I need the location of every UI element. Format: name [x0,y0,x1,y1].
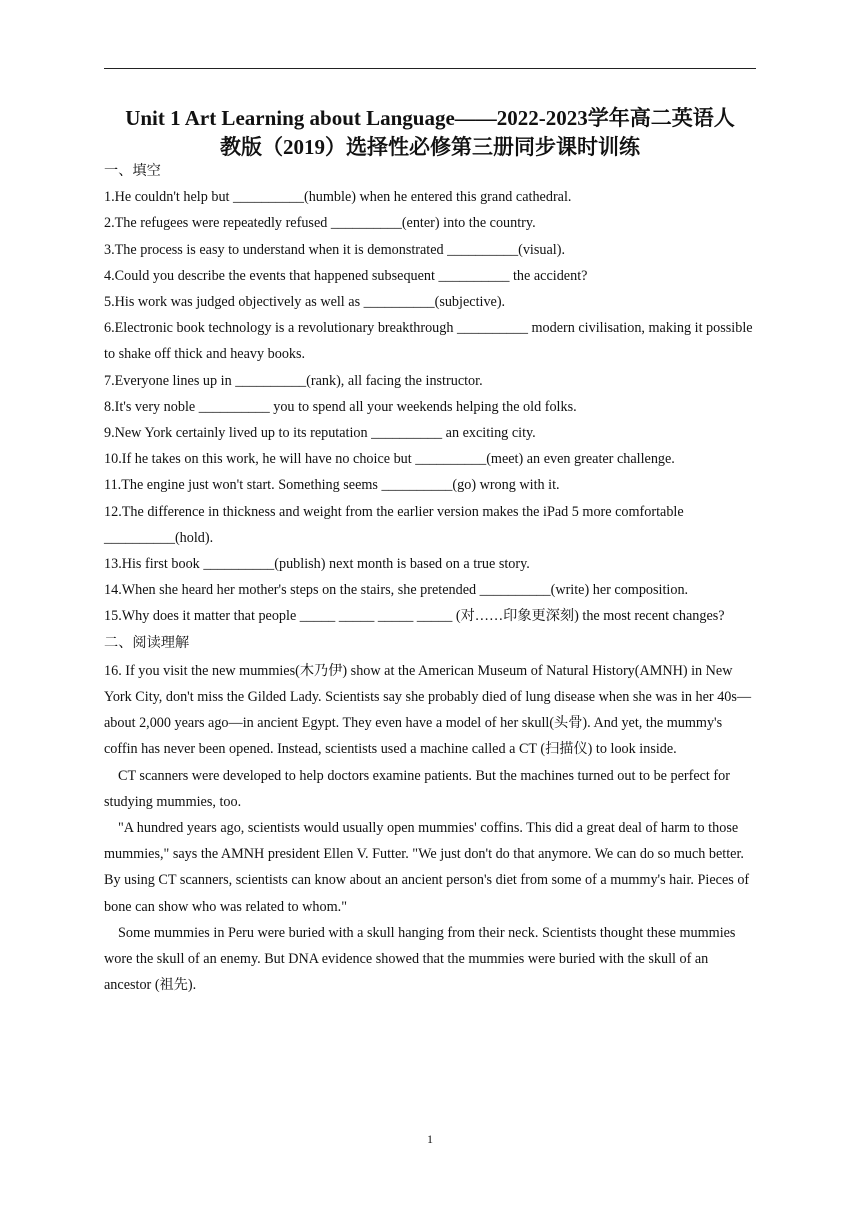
question-3: 3.The process is easy to understand when it is demonstrated __________(visual). [104,241,566,258]
question-11: 11.The engine just won't start. Something seems __________(go) wrong with it. [104,477,560,494]
question-5: 5.His work was judged objectively as well as __________(subjective). [104,294,506,311]
question-15: 15.Why does it matter that people _____ _____ _____ _____ (对……印象更深刻) the most recent changes? [104,608,725,625]
question-2: 2.The refugees were repeatedly refused __________(enter) into the country. [104,215,536,232]
page-number: 1 [427,1132,433,1146]
question-1: 1.He couldn't help but __________(humble) when he entered this grand cathedral. [104,189,572,206]
reading-paragraph: Some mummies in Peru were buried with a skull hanging from their neck. Scientists thought these mummies wore the skull of an enemy. But DNA evidence showed that the mummies were buried with the skull of an ancestor (祖先). [104,924,736,994]
reading-passage-intro: 16. If you visit the new mummies(木乃伊) show at the American Museum of Natural History(AMNH) in New York City, don't miss the Gilded Lady. Scientists say she probably died of lung disease when she was in her 40s—about 2,000 years ago—in ancient Egypt. They even have a model of her skull(头骨). And yet, the mummy's coffin has never been opened. Instead, scientists used a machine called a CT (扫描仪) to look inside. [104,662,752,758]
question-8: 8.It's very noble __________ you to spend all your weekends helping the old folks. [104,398,577,415]
question-12: 12.The difference in thickness and weight from the earlier version makes the iPad 5 more comfortable __________(hold). [104,503,684,546]
header-rule [104,68,756,69]
question-13: 13.His first book __________(publish) next month is based on a true story. [104,556,530,573]
document-body [104,158,756,999]
question-6: 6.Electronic book technology is a revolutionary breakthrough __________ modern civilisation, making it possible to shake off thick and heavy books. [104,320,753,363]
title-line-2: 教版（2019）选择性必修第三册同步课时训练 [220,135,640,159]
section-heading-fill-in: 一、填空 [104,163,161,179]
question-7: 7.Everyone lines up in __________(rank), all facing the instructor. [104,372,483,389]
question-4: 4.Could you describe the events that happened subsequent __________ the accident? [104,267,588,284]
question-10: 10.If he takes on this work, he will have no choice but __________(meet) an even greater challenge. [104,451,675,468]
question-9: 9.New York certainly lived up to its reputation __________ an exciting city. [104,425,536,442]
question-14: 14.When she heard her mother's steps on the stairs, she pretended __________(write) her composition. [104,582,689,599]
section-heading-reading: 二、阅读理解 [104,634,190,651]
reading-paragraph: CT scanners were developed to help doctors examine patients. But the machines turned out to be perfect for studying mummies, too. [104,767,730,810]
reading-paragraph: "A hundred years ago, scientists would usually open mummies' coffins. This did a great deal of harm to those mummies," says the AMNH president Ellen V. Futter. "We just don't do that anymore. We can do so much better. By using CT scanners, scientists can know about an ancient person's diet from some of a mummy's hair. Pieces of bone can show who was related to whom." [104,820,750,915]
document-title [90,104,770,162]
title-line-1: Unit 1 Art Learning about Language——2022-2023学年高二英语人 [125,106,735,130]
